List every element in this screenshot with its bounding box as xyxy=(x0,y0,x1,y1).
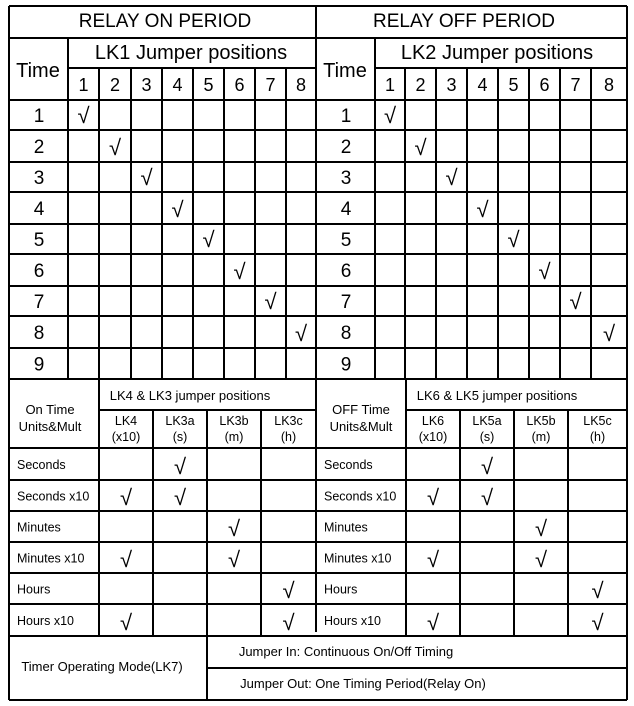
off-units-col-unit: (m) xyxy=(531,430,551,444)
off-units-check-mark: √ xyxy=(426,547,440,572)
on-time-units-mult-label: Units&Mult xyxy=(18,419,82,434)
lk1-position-2: 2 xyxy=(109,75,121,95)
on-time-value-5: 5 xyxy=(33,230,45,251)
off-period-title: RELAY OFF PERIOD xyxy=(373,11,555,32)
on-time-check-mark: √ xyxy=(264,289,277,314)
on-units-row-seconds: Seconds xyxy=(17,458,66,472)
off-time-check-mark: √ xyxy=(414,135,427,160)
on-time-value-8: 8 xyxy=(33,323,45,344)
lk2-position-5: 5 xyxy=(508,75,519,95)
on-units-col-unit: (m) xyxy=(224,430,244,444)
on-units-jumper-header: LK4 & LK3 jumper positions xyxy=(109,388,271,403)
on-time-check-mark: √ xyxy=(202,227,215,252)
on-time-check-mark: √ xyxy=(294,321,308,346)
lk1-position-1: 1 xyxy=(78,75,89,95)
on-time-value-7: 7 xyxy=(33,292,45,313)
off-units-row-hours-x10: Hours x10 xyxy=(324,614,381,628)
off-time-check-mark: √ xyxy=(538,259,551,284)
on-time-value-9: 9 xyxy=(33,354,45,376)
on-units-col-lk3a: LK3a xyxy=(165,414,195,428)
off-time-value-7: 7 xyxy=(340,292,352,313)
on-time-check-mark: √ xyxy=(233,259,246,284)
off-units-check-mark: √ xyxy=(480,485,494,510)
on-time-units-label: On Time xyxy=(25,402,75,417)
lk1-position-3: 3 xyxy=(141,75,152,95)
off-units-check-mark: √ xyxy=(591,578,604,603)
off-time-value-9: 9 xyxy=(340,354,352,376)
on-units-col-unit: (x10) xyxy=(111,430,141,444)
on-units-check-mark: √ xyxy=(282,610,295,635)
on-time-header: Time xyxy=(16,60,60,82)
off-time-value-1: 1 xyxy=(340,106,352,127)
off-time-check-mark: √ xyxy=(383,103,397,128)
operating-mode-label: Timer Operating Mode(LK7) xyxy=(21,659,183,674)
on-time-value-4: 4 xyxy=(33,199,45,220)
on-time-check-mark: √ xyxy=(171,197,184,222)
jumper-out-text: Jumper Out: One Timing Period(Relay On) xyxy=(240,676,486,691)
on-units-col-lk3b: LK3b xyxy=(219,414,249,428)
on-units-check-mark: √ xyxy=(119,485,133,510)
on-units-row-hours-x10: Hours x10 xyxy=(17,614,74,628)
off-time-units-label: OFF Time xyxy=(332,402,390,417)
off-units-check-mark: √ xyxy=(426,485,440,510)
lk2-position-8: 8 xyxy=(603,75,615,95)
off-time-value-5: 5 xyxy=(340,230,352,251)
off-time-value-3: 3 xyxy=(340,168,352,189)
on-units-check-mark: √ xyxy=(119,547,133,572)
off-units-check-mark: √ xyxy=(591,610,604,635)
on-units-row-minutes-x10: Minutes x10 xyxy=(17,551,85,566)
lk2-position-1: 1 xyxy=(384,75,396,95)
off-units-check-mark: √ xyxy=(534,516,548,541)
off-units-col-unit: (s) xyxy=(479,430,495,444)
on-units-check-mark: √ xyxy=(227,547,241,572)
on-units-row-hours: Hours xyxy=(17,582,51,597)
table-grid-lines xyxy=(9,6,627,700)
lk2-position-2: 2 xyxy=(415,75,426,95)
on-units-col-lk4: LK4 xyxy=(114,414,138,428)
off-time-check-mark: √ xyxy=(507,227,520,252)
on-units-check-mark: √ xyxy=(119,610,133,635)
off-units-row-minutes: Minutes xyxy=(324,520,368,535)
on-units-col-unit: (s) xyxy=(172,430,188,444)
on-units-check-mark: √ xyxy=(173,485,187,510)
on-time-value-6: 6 xyxy=(33,261,45,282)
off-time-value-8: 8 xyxy=(340,323,352,344)
on-period-title: RELAY ON PERIOD xyxy=(78,11,252,32)
off-units-check-mark: √ xyxy=(480,454,494,479)
on-time-check-mark: √ xyxy=(77,103,90,128)
off-time-value-4: 4 xyxy=(340,199,352,220)
off-time-value-6: 6 xyxy=(340,261,352,282)
on-units-check-mark: √ xyxy=(282,578,295,603)
off-units-jumper-header: LK6 & LK5 jumper positions xyxy=(416,388,578,403)
lk2-position-7: 7 xyxy=(570,75,581,95)
jumper-in-text: Jumper In: Continuous On/Off Timing xyxy=(238,644,454,659)
off-time-value-2: 2 xyxy=(340,137,352,158)
on-units-row-minutes: Minutes xyxy=(17,520,61,535)
off-time-units-mult-label: Units&Mult xyxy=(329,419,393,434)
on-units-col-lk3c: LK3c xyxy=(274,414,303,428)
off-units-row-seconds: Seconds xyxy=(324,458,373,472)
off-units-row-minutes-x10: Minutes x10 xyxy=(324,551,392,566)
lk1-jumper-header: LK1 Jumper positions xyxy=(94,42,288,64)
lk2-jumper-header: LK2 Jumper positions xyxy=(400,42,594,64)
on-time-value-3: 3 xyxy=(33,168,45,189)
lk2-position-3: 3 xyxy=(446,75,457,95)
off-units-col-unit: (x10) xyxy=(418,430,448,444)
off-units-check-mark: √ xyxy=(426,610,440,635)
on-units-check-mark: √ xyxy=(227,516,241,541)
off-units-col-unit: (h) xyxy=(589,430,606,444)
on-time-value-1: 1 xyxy=(33,106,45,127)
off-units-row-seconds-x10: Seconds x10 xyxy=(324,489,397,504)
on-time-value-2: 2 xyxy=(33,137,45,158)
lk1-position-8: 8 xyxy=(295,75,307,95)
off-units-col-lk6: LK6 xyxy=(421,414,445,428)
on-units-col-unit: (h) xyxy=(280,430,297,444)
off-time-check-mark: √ xyxy=(476,197,489,222)
lk1-position-4: 4 xyxy=(172,75,183,95)
on-time-check-mark: √ xyxy=(108,135,122,160)
off-time-check-mark: √ xyxy=(569,289,582,314)
lk2-position-6: 6 xyxy=(539,75,550,95)
lk2-position-4: 4 xyxy=(477,75,488,95)
lk1-position-7: 7 xyxy=(265,75,276,95)
lk1-position-5: 5 xyxy=(203,75,214,95)
off-units-row-hours: Hours xyxy=(324,582,358,597)
off-time-header: Time xyxy=(323,60,367,82)
off-units-check-mark: √ xyxy=(534,547,548,572)
lk1-position-6: 6 xyxy=(234,75,245,95)
on-time-check-mark: √ xyxy=(140,165,153,190)
off-time-check-mark: √ xyxy=(445,165,458,190)
off-time-check-mark: √ xyxy=(602,321,616,346)
on-units-row-seconds-x10: Seconds x10 xyxy=(17,489,90,504)
on-units-check-mark: √ xyxy=(173,454,187,479)
off-units-col-lk5b: LK5b xyxy=(526,414,556,428)
off-units-col-lk5c: LK5c xyxy=(583,414,612,428)
off-units-col-lk5a: LK5a xyxy=(472,414,502,428)
